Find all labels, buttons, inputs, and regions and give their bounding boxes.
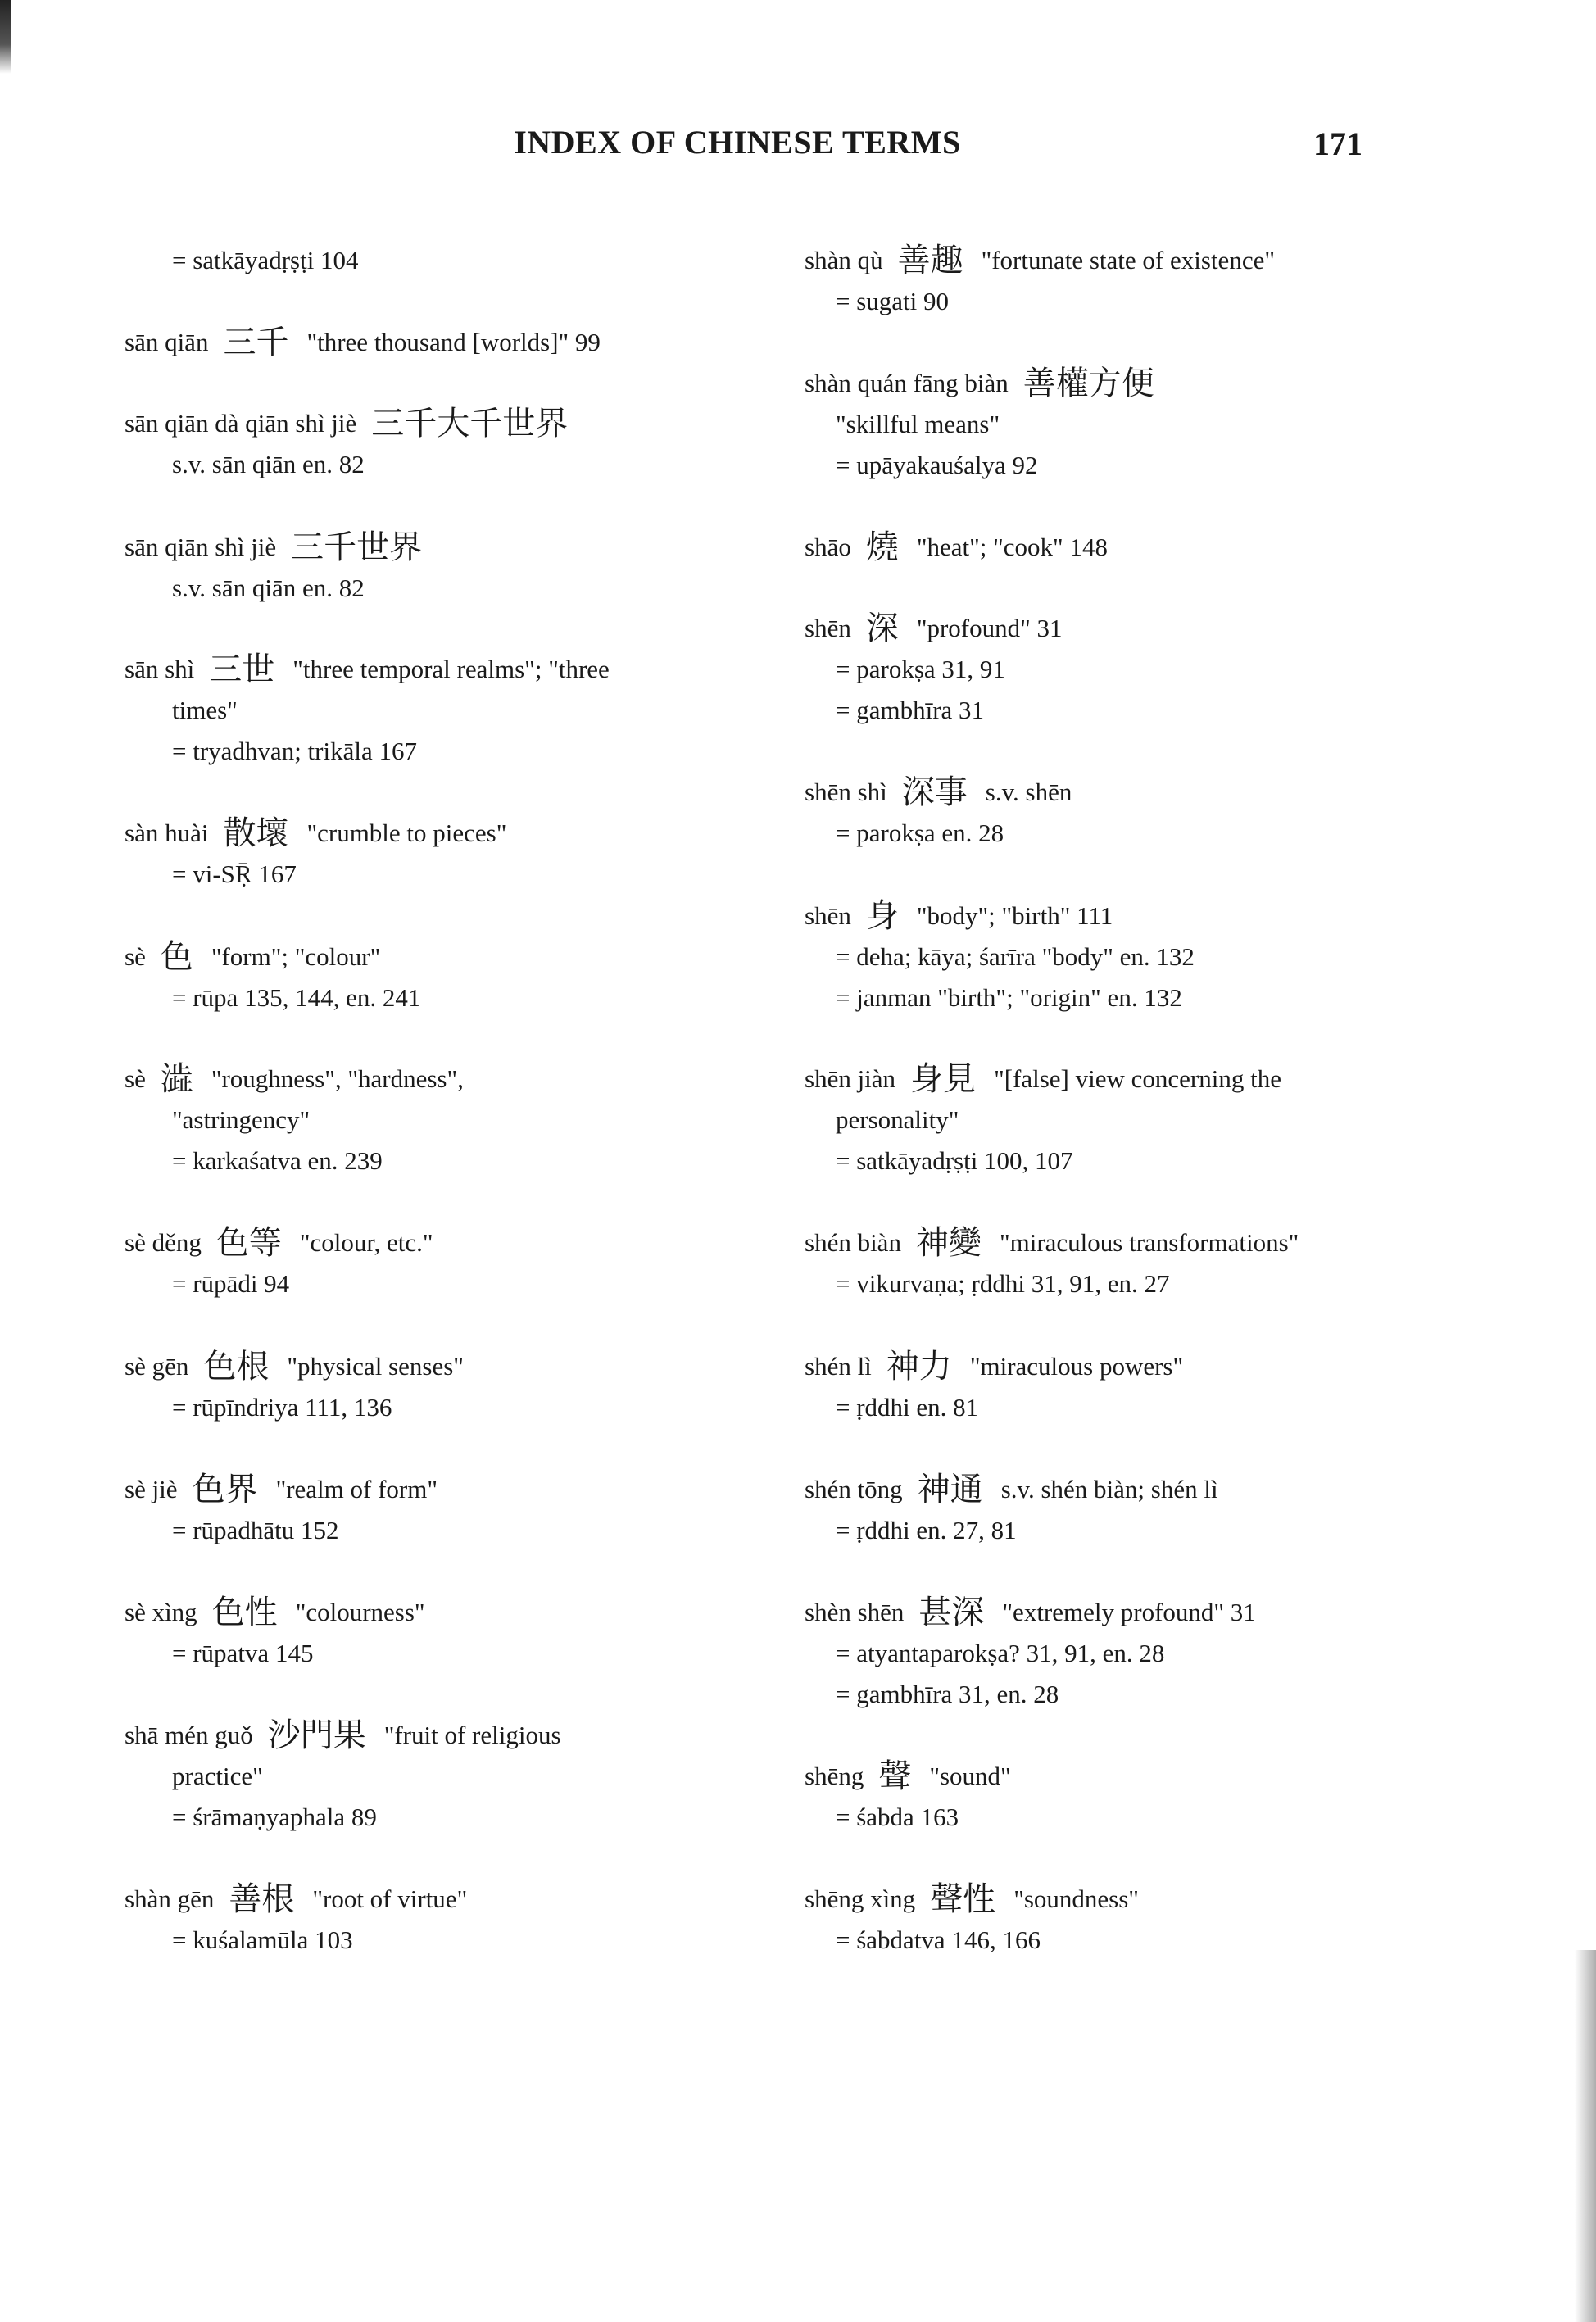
- sanskrit-equivalent: = rūpādi 94: [172, 1269, 290, 1298]
- pinyin-headword: sān qiān shì jiè: [125, 533, 277, 561]
- english-gloss: "body"; "birth" 111: [916, 901, 1113, 930]
- index-entry: [805, 1222, 1411, 1304]
- english-gloss: "physical senses": [287, 1352, 464, 1381]
- sanskrit-equivalent: = upāyakauśalya 92: [836, 451, 1038, 479]
- pinyin-headword: shàn quán fāng biàn: [805, 369, 1009, 397]
- index-entry: [125, 1592, 723, 1674]
- index-entry: [125, 813, 723, 895]
- pinyin-headword: shēn jiàn: [805, 1064, 896, 1093]
- entry-headline: [125, 1715, 723, 1756]
- running-header: INDEX OF CHINESE TERMS: [514, 124, 961, 161]
- scan-corner-shadow: [0, 0, 11, 74]
- sanskrit-equivalent: = atyantaparokṣa? 31, 91, en. 28: [836, 1639, 1165, 1667]
- index-entry: [125, 322, 723, 363]
- index-entry: [805, 1879, 1411, 1961]
- sanskrit-equivalent: = vi-SṜ 167: [172, 859, 297, 888]
- sanskrit-equivalent: = gambhīra 31: [836, 696, 985, 724]
- sanskrit-equivalent: = satkāyadṛṣṭi 104: [172, 246, 359, 274]
- english-gloss: "colour, etc.": [299, 1228, 433, 1257]
- sanskrit-equivalent: = janman "birth"; "origin" en. 132: [836, 983, 1182, 1012]
- pinyin-headword: shēn: [805, 901, 851, 930]
- index-entry: [805, 527, 1411, 568]
- english-gloss: "heat"; "cook" 148: [916, 533, 1108, 561]
- english-gloss: "extremely profound" 31: [1002, 1598, 1256, 1626]
- index-entry: [125, 1222, 723, 1304]
- sanskrit-equivalent: s.v. sān qiān en. 82: [172, 574, 365, 602]
- hanzi-characters: 色界: [192, 1471, 258, 1508]
- entry-headline: [805, 1879, 1411, 1920]
- hanzi-characters: 色根: [203, 1348, 270, 1385]
- pinyin-headword: shēng: [805, 1762, 864, 1790]
- index-entry: [125, 937, 723, 1018]
- index-entry: [805, 608, 1411, 731]
- hanzi-characters: 色: [160, 938, 193, 976]
- hanzi-characters: 聲: [878, 1757, 912, 1795]
- sanskrit-equivalent: = vikurvaṇa; ṛddhi 31, 91, en. 27: [836, 1269, 1170, 1298]
- hanzi-characters: 善根: [229, 1880, 295, 1918]
- pinyin-headword: sàn huài: [125, 819, 209, 847]
- pinyin-headword: shēng xìng: [805, 1884, 916, 1913]
- sanskrit-equivalent: = rūpa 135, 144, en. 241: [172, 983, 421, 1012]
- english-gloss: "colourness": [295, 1598, 425, 1626]
- index-entry: [805, 896, 1411, 1018]
- english-gloss: "miraculous transformations": [999, 1228, 1299, 1257]
- sanskrit-equivalent: = ṛddhi en. 27, 81: [836, 1516, 1017, 1544]
- entry-headline: [805, 527, 1411, 568]
- sanskrit-equivalent: = tryadhvan; trikāla 167: [172, 737, 417, 765]
- english-gloss: "soundness": [1013, 1884, 1139, 1913]
- entry-headline: [125, 1222, 723, 1263]
- english-gloss: "[false] view concerning the: [994, 1064, 1281, 1093]
- sanskrit-equivalent: = gambhīra 31, en. 28: [836, 1680, 1059, 1708]
- pinyin-headword: shēn: [805, 614, 851, 642]
- english-gloss: "realm of form": [275, 1475, 438, 1503]
- sanskrit-equivalent: = śabdatva 146, 166: [836, 1925, 1041, 1954]
- pinyin-headword: shén tōng: [805, 1475, 903, 1503]
- pinyin-headword: sè: [125, 1064, 146, 1093]
- pinyin-headword: shèn shēn: [805, 1598, 905, 1626]
- hanzi-characters: 神力: [886, 1348, 952, 1385]
- gloss-continuation: "skillful means": [836, 410, 1000, 438]
- index-entry: [125, 649, 723, 772]
- hanzi-characters: 善趣: [897, 242, 963, 279]
- sanskrit-equivalent: = śrāmaṇyaphala 89: [172, 1803, 377, 1831]
- hanzi-characters: 色性: [211, 1594, 278, 1631]
- entry-headline: [125, 1592, 723, 1633]
- entry-headline: [125, 322, 723, 363]
- entry-headline: [125, 937, 723, 977]
- sanskrit-equivalent: = karkaśatva en. 239: [172, 1146, 383, 1175]
- entry-headline: [805, 1469, 1411, 1510]
- sanskrit-equivalent: = satkāyadṛṣṭi 100, 107: [836, 1146, 1073, 1175]
- pinyin-headword: sè gēn: [125, 1352, 189, 1381]
- sanskrit-equivalent: = ṛddhi en. 81: [836, 1393, 979, 1422]
- pinyin-headword: sè xìng: [125, 1598, 197, 1626]
- hanzi-characters: 聲性: [930, 1880, 996, 1918]
- index-entry: [125, 1715, 723, 1838]
- english-gloss: "fruit of religious: [383, 1721, 561, 1749]
- pinyin-headword: sè děng: [125, 1228, 202, 1257]
- index-entry: [805, 1756, 1411, 1838]
- index-entry: [125, 1346, 723, 1428]
- index-entry: [805, 1346, 1411, 1428]
- entry-headline: [125, 813, 723, 854]
- pinyin-headword: sè jiè: [125, 1475, 178, 1503]
- english-gloss: "crumble to pieces": [306, 819, 507, 847]
- index-entry: [125, 527, 723, 609]
- entry-headline: [125, 649, 723, 690]
- hanzi-characters: 散壞: [223, 814, 289, 852]
- hanzi-characters: 甚深: [918, 1594, 985, 1631]
- pinyin-headword: shàn qù: [805, 246, 883, 274]
- entry-headline: [805, 896, 1411, 937]
- pinyin-headword: shāo: [805, 533, 851, 561]
- pinyin-headword: sān qiān: [125, 328, 209, 356]
- entry-headline: [805, 1059, 1411, 1100]
- hanzi-characters: 沙門果: [267, 1717, 366, 1754]
- gloss-continuation: "astringency": [172, 1105, 311, 1134]
- index-entry: [805, 772, 1411, 854]
- index-entry: [805, 363, 1411, 486]
- entry-headline: [805, 772, 1411, 813]
- gloss-continuation: times": [172, 696, 238, 724]
- entry-headline: [125, 1059, 723, 1100]
- sanskrit-equivalent: = deha; kāya; śarīra "body" en. 132: [836, 942, 1195, 971]
- entry-headline: [805, 240, 1411, 281]
- entry-headline: [805, 363, 1411, 404]
- english-gloss: "sound": [929, 1762, 1011, 1790]
- english-gloss: "miraculous powers": [969, 1352, 1184, 1381]
- index-entry: [805, 1592, 1411, 1715]
- english-gloss: "fortunate state of existence": [981, 246, 1275, 274]
- entry-headline: [125, 1469, 723, 1510]
- hanzi-characters: 深: [865, 610, 899, 647]
- hanzi-characters: 三千世界: [291, 528, 423, 566]
- entry-headline: [805, 1592, 1411, 1633]
- hanzi-characters: 三千: [223, 324, 289, 361]
- index-entry: [805, 240, 1411, 322]
- index-entry: [125, 1879, 723, 1961]
- index-entry: [125, 403, 723, 485]
- hanzi-characters: 身: [865, 897, 899, 935]
- scan-edge-shadow: [1575, 1950, 1596, 2322]
- hanzi-characters: 深事: [901, 773, 968, 811]
- hanzi-characters: 神變: [915, 1224, 982, 1262]
- hanzi-characters: 神通: [917, 1471, 983, 1508]
- pinyin-headword: shén biàn: [805, 1228, 901, 1257]
- pinyin-headword: sān shì: [125, 655, 195, 683]
- pinyin-headword: shā mén guǒ: [125, 1721, 253, 1749]
- entry-headline: [125, 1879, 723, 1920]
- hanzi-characters: 三世: [209, 651, 275, 688]
- gloss-continuation: practice": [172, 1762, 263, 1790]
- pinyin-headword: shēn shì: [805, 778, 887, 806]
- entry-headline: [125, 1346, 723, 1387]
- hanzi-characters: 色等: [215, 1224, 282, 1262]
- index-entry: [125, 240, 723, 281]
- sanskrit-equivalent: = rūpatva 145: [172, 1639, 314, 1667]
- english-gloss: "root of virtue": [312, 1884, 468, 1913]
- pinyin-headword: shàn gēn: [125, 1884, 215, 1913]
- page-number: 171: [1313, 125, 1362, 162]
- pinyin-headword: sān qiān dà qiān shì jiè: [125, 409, 357, 438]
- hanzi-characters: 澁: [160, 1060, 193, 1098]
- entry-headline: [125, 403, 723, 444]
- sanskrit-equivalent: = parokṣa en. 28: [836, 819, 1004, 847]
- index-entry: [805, 1059, 1411, 1181]
- english-gloss: s.v. shēn: [985, 778, 1072, 806]
- sanskrit-equivalent: = śabda 163: [836, 1803, 959, 1831]
- sanskrit-equivalent: = sugati 90: [836, 287, 950, 315]
- sanskrit-equivalent: = rūpadhātu 152: [172, 1516, 339, 1544]
- index-entry: [125, 1469, 723, 1551]
- english-gloss: "three thousand [worlds]" 99: [306, 328, 601, 356]
- entry-headline: [805, 1222, 1411, 1263]
- sanskrit-equivalent: = kuśalamūla 103: [172, 1925, 353, 1954]
- english-gloss: "profound" 31: [916, 614, 1063, 642]
- sanskrit-equivalent: = rūpīndriya 111, 136: [172, 1393, 392, 1422]
- entry-headline: [805, 608, 1411, 649]
- english-gloss: "three temporal realms"; "three: [292, 655, 610, 683]
- hanzi-characters: 三千大千世界: [371, 405, 569, 442]
- hanzi-characters: 善權方便: [1022, 365, 1154, 402]
- english-gloss: "form"; "colour": [211, 942, 381, 971]
- gloss-continuation: personality": [836, 1105, 959, 1134]
- english-gloss: s.v. shén biàn; shén lì: [1000, 1475, 1218, 1503]
- index-entry: [805, 1469, 1411, 1551]
- index-entry: [125, 1059, 723, 1181]
- entry-headline: [805, 1756, 1411, 1797]
- pinyin-headword: shén lì: [805, 1352, 872, 1381]
- entry-headline: [125, 527, 723, 568]
- pinyin-headword: sè: [125, 942, 146, 971]
- sanskrit-equivalent: = parokṣa 31, 91: [836, 655, 1005, 683]
- entry-headline: [805, 1346, 1411, 1387]
- hanzi-characters: 身見: [910, 1060, 977, 1098]
- sanskrit-equivalent: s.v. sān qiān en. 82: [172, 450, 365, 478]
- english-gloss: "roughness", "hardness",: [211, 1064, 464, 1093]
- hanzi-characters: 燒: [865, 528, 899, 566]
